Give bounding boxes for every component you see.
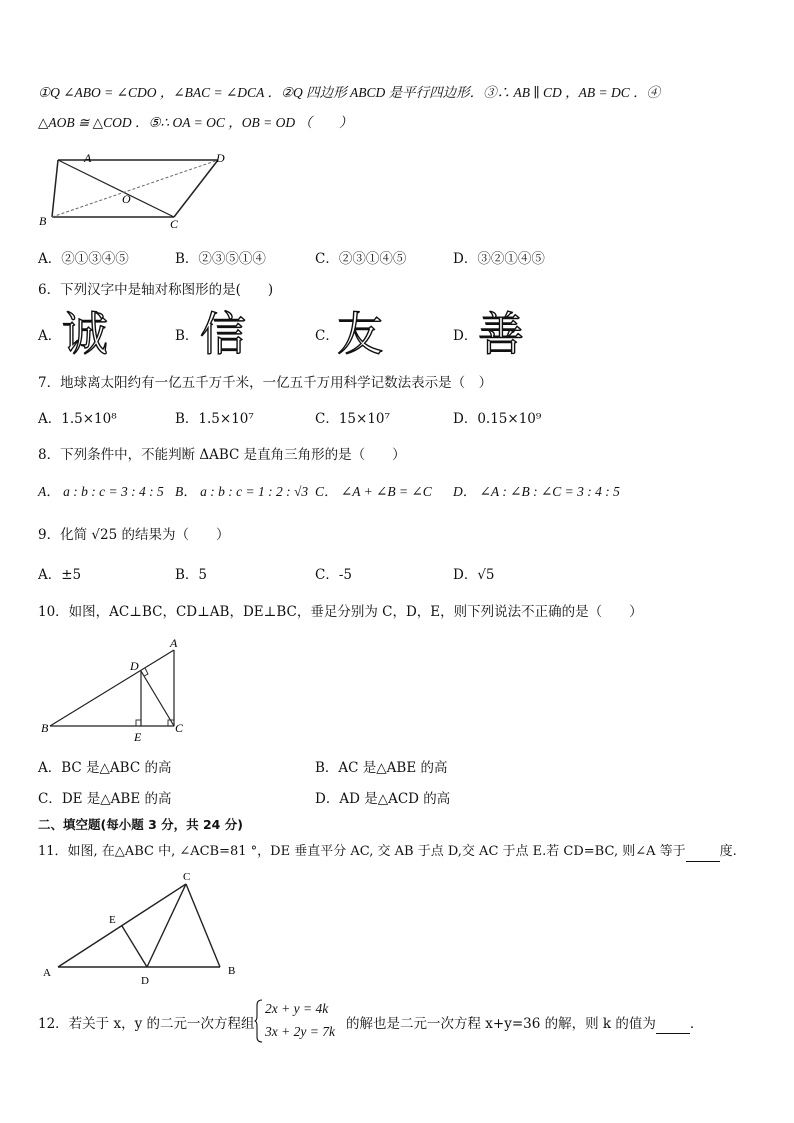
q9-option-d: D．√5	[453, 567, 495, 583]
q9-option-b: B．5	[175, 567, 208, 583]
q11-label-c: C	[183, 871, 191, 883]
q12-stem-before: 12．若关于 x，y 的二元一次方程组	[38, 1016, 255, 1032]
q12-stem-after-line	[346, 1015, 703, 1034]
q6-char-d: 善	[478, 307, 524, 361]
q10-triangle-figure	[36, 634, 196, 746]
q10-label-b: B	[41, 721, 49, 735]
q10-label-c: C	[175, 721, 184, 735]
q12-stem-after: 的解也是二元一次方程 x+y=36 的解，则 k 的值为	[346, 1016, 656, 1032]
q6-char-b: 信	[200, 307, 246, 361]
q6-label-d: D．	[453, 328, 478, 344]
q10-label-a: A	[170, 636, 178, 650]
q5-label-c: C	[170, 217, 179, 230]
q6-label-b: B．	[175, 328, 199, 344]
q8-option-d: D． ∠A : ∠B : ∠C = 3 : 4 : 5	[453, 484, 620, 499]
section-title: 二、填空题(每小题 3 分，共 24 分)	[38, 817, 243, 832]
q5-option-d: D．③②①④⑤	[453, 251, 545, 267]
q5-option-b: B．②③⑤①④	[175, 251, 266, 267]
q10-option-d: D．AD 是△ACD 的高	[315, 791, 451, 807]
q5-parallelogram-figure	[36, 148, 236, 230]
q11-stem-before: 11．如图, 在△ABC 中, ∠ACB=81 °，DE 垂直平分 AC, 交 AB 于点 D,交 AC 于点 E.若 CD=BC, 则∠A 等于	[38, 844, 686, 859]
q5-line1: ①Q ∠ABO = ∠CDO ，∠BAC = ∠DCA ．②Q 四边形 ABCD 是平行四边形．③∴ AB ∥ CD ，AB = DC ．④	[38, 85, 661, 100]
q7-stem: 7．地球离太阳约有一亿五千万千米，一亿五千万用科学记数法表示是（ ）	[38, 375, 493, 391]
q12-equation-system	[254, 998, 346, 1044]
q10-label-e: E	[134, 730, 142, 744]
left-brace-icon	[254, 998, 264, 1044]
q10-option-c: C．DE 是△ABE 的高	[38, 791, 172, 807]
q5-label-b: B	[39, 214, 47, 228]
q12-end: ．	[689, 1016, 704, 1032]
q7-option-a: A．1.5×10⁸	[38, 411, 117, 427]
q5-option-c: C．②③①④⑤	[315, 251, 407, 267]
q6-label-a: A．	[38, 328, 62, 344]
q10-stem: 10．如图，AC⊥BC，CD⊥AB，DE⊥BC，垂足分别为 C，D，E，则下列说法不正确的是（ ）	[38, 604, 643, 620]
q8-option-b: B． a : b : c = 1 : 2 : √3	[175, 484, 309, 499]
q11-label-d: D	[141, 975, 149, 987]
q10-label-d: D	[130, 659, 139, 673]
q6-char-a: 诚	[62, 307, 108, 361]
q6-stem: 6．下列汉字中是轴对称图形的是( )	[38, 282, 274, 298]
q11-label-b: B	[228, 965, 236, 977]
q9-stem: 9．化简 √25 的结果为（ ）	[38, 527, 230, 543]
q11-label-a: A	[43, 967, 51, 979]
q12-equation-1: 2x + y = 4k	[265, 1001, 329, 1016]
q11-triangle-figure	[40, 868, 250, 988]
q7-option-d: D．0.15×10⁹	[453, 411, 542, 427]
q5-line2: △AOB ≅ △COD ．⑤∴ OA = OC ，OB = OD （ ）	[38, 115, 353, 130]
q8-option-a: A． a : b : c = 3 : 4 : 5	[38, 484, 164, 499]
q9-option-a: A．±5	[38, 567, 82, 583]
q6-label-c: C．	[315, 328, 339, 344]
q12-answer-blank[interactable]	[656, 1015, 690, 1034]
q10-option-b: B．AC 是△ABE 的高	[315, 760, 448, 776]
q5-label-a: A	[84, 151, 92, 165]
q12-equation-2: 3x + 2y = 7k	[265, 1024, 335, 1039]
q11-answer-blank[interactable]	[686, 843, 720, 862]
q5-option-a: A．②①③④⑤	[38, 251, 129, 267]
q11-stem	[38, 843, 737, 862]
q11-label-e: E	[109, 914, 116, 926]
q8-option-c: C． ∠A + ∠B = ∠C	[315, 484, 432, 499]
q8-stem: 8．下列条件中，不能判断 ΔABC 是直角三角形的是（ ）	[38, 447, 406, 463]
q10-option-a: A．BC 是△ABC 的高	[38, 760, 172, 776]
q9-option-c: C．-5	[315, 567, 352, 583]
q7-option-c: C．15×10⁷	[315, 411, 390, 427]
q5-label-o: O	[122, 192, 131, 206]
q11-stem-after: 度.	[719, 844, 737, 859]
q5-label-d: D	[216, 151, 225, 165]
q6-char-c: 友	[337, 307, 383, 361]
q7-option-b: B．1.5×10⁷	[175, 411, 254, 427]
